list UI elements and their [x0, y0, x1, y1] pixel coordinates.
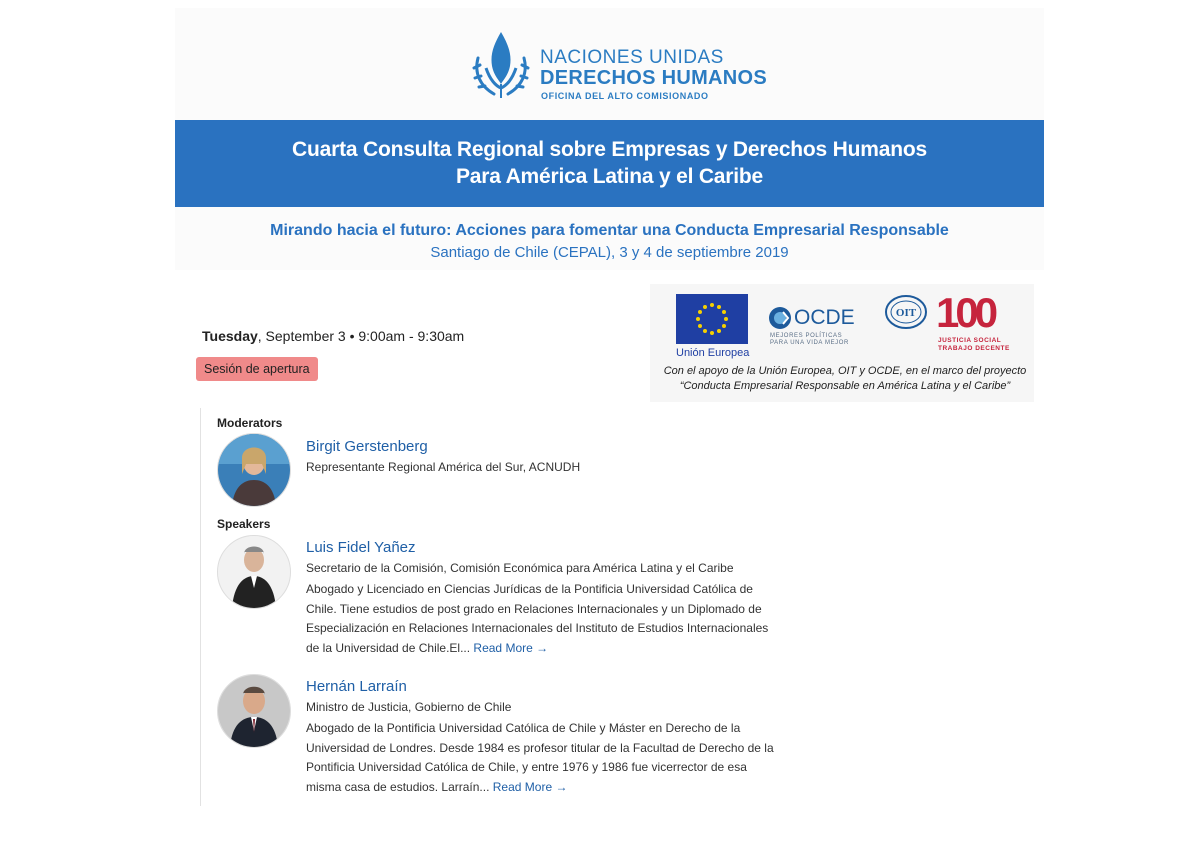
event-title-line-2: Para América Latina y el Caribe	[455, 165, 763, 188]
speaker-name[interactable]: Hernán Larraín	[306, 678, 407, 695]
sponsor-caption-line-1: Con el apoyo de la Unión Europea, OIT y OCDE, en el marco del proyecto	[663, 365, 1027, 377]
avatar-birgit-gerstenberg[interactable]	[217, 433, 291, 507]
event-subtitle: Mirando hacia el futuro: Acciones para fomentar una Conducta Empresarial Responsable	[270, 222, 949, 239]
ocde-tagline	[770, 333, 849, 347]
oit-tagline	[938, 337, 1010, 353]
session-tag[interactable]: Sesión de apertura	[196, 357, 318, 381]
moderator-title: Representante Regional América del Sur, ACNUDH	[306, 460, 581, 474]
oit-tagline-2: TRABAJO DECENTE	[938, 345, 1010, 352]
speaker-name[interactable]: Luis Fidel Yañez	[306, 539, 416, 556]
title-banner	[175, 120, 1044, 207]
eu-label: Unión Europea	[676, 347, 750, 359]
moderator-name[interactable]: Birgit Gerstenberg	[306, 438, 428, 455]
oit-100-mark: 100	[936, 289, 995, 336]
org-line-2: DERECHOS HUMANOS	[540, 67, 768, 89]
eu-flag-icon	[676, 294, 748, 344]
session-date-time: , September 3 • 9:00am - 9:30am	[257, 328, 465, 344]
org-line-1: NACIONES UNIDAS	[540, 47, 724, 68]
speaker-bio	[306, 580, 776, 658]
speaker-title: Ministro de Justicia, Gobierno de Chile	[306, 700, 512, 714]
read-more-link[interactable]: Read More →	[473, 640, 549, 655]
session-time	[202, 328, 464, 344]
un-laurel-icon	[466, 28, 536, 100]
oit-logo-icon	[884, 294, 928, 330]
speaker-bio	[306, 719, 776, 797]
event-title-line-1: Cuarta Consulta Regional sobre Empresas y Derechos Humanos	[292, 138, 927, 161]
event-location-date: Santiago de Chile (CEPAL), 3 y 4 de septiembre 2019	[430, 244, 789, 261]
read-more-link[interactable]: Read More →	[492, 779, 568, 794]
avatar-hernan-larrain[interactable]	[217, 674, 291, 748]
speaker-bio-text: Abogado de la Pontificia Universidad Católica de Chile y Máster en Derecho de la Universidad de Londres. Desde 1984 es profesor titular de la Facultad de Derecho de la Pontificia Universidad Católica de Chile, y entre 1976 y 1986 fue vicerrector de esa misma casa de estudios. Larraín...	[306, 721, 774, 794]
session-day: Tuesday	[202, 328, 258, 344]
sponsor-caption	[660, 364, 1030, 394]
speaker-title: Secretario de la Comisión, Comisión Económica para América Latina y el Caribe	[306, 561, 734, 575]
avatar-luis-fidel-yanez[interactable]	[217, 535, 291, 609]
sponsor-caption-line-2: “Conducta Empresarial Responsable en América Latina y el Caribe”	[679, 380, 1011, 392]
ocde-logo-icon	[768, 306, 792, 330]
ocde-name: OCDE	[794, 306, 855, 329]
speakers-label: Speakers	[217, 517, 271, 531]
moderators-label: Moderators	[217, 416, 283, 430]
ocde-tagline-1: MEJORES POLÍTICAS	[770, 333, 843, 339]
speaker-bio-text: Abogado y Licenciado en Ciencias Jurídicas de la Pontificia Universidad Católica de Chile. Tiene estudios de post grado en Relaciones Internacionales y un Diplomado de Especialización en Relaciones Internacionales del Instituto de Estudios Internacionales de la Universidad de Chile.El...	[306, 582, 769, 655]
ocde-tagline-2: PARA UNA VIDA MEJOR	[770, 340, 849, 346]
org-line-3: OFICINA DEL ALTO COMISIONADO	[541, 91, 709, 101]
oit-tagline-1: JUSTICIA SOCIAL	[938, 337, 1002, 344]
svg-text:OIT: OIT	[895, 307, 917, 319]
